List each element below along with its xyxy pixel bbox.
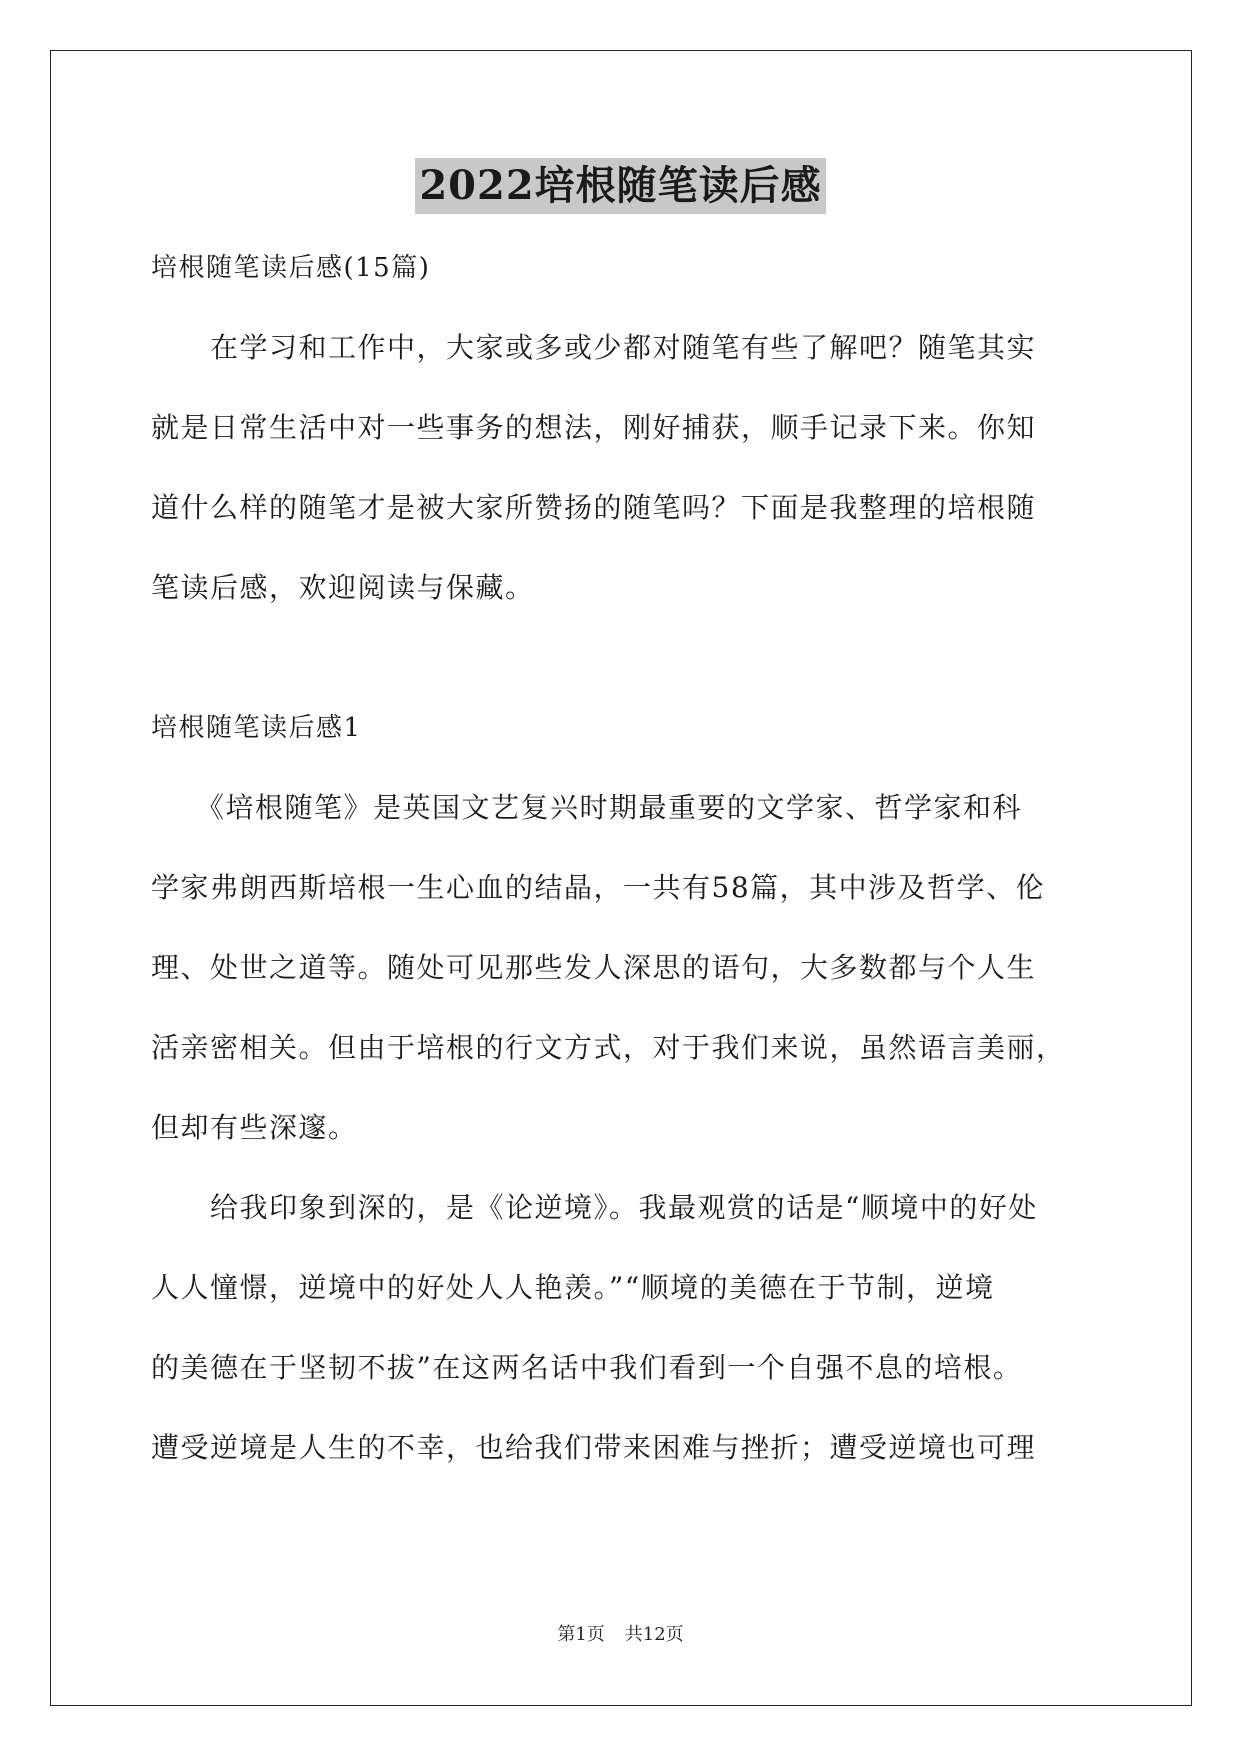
text-line: 就是日常生活中对一些事务的想法，刚好捕获，顺手记录下来。你知 — [151, 411, 1037, 444]
text-line: 给我印象到深的，是《论逆境》。我最观赏的话是“顺境中的好处 — [151, 1191, 1038, 1224]
paragraph-1 — [151, 768, 1093, 1168]
section-gap — [151, 628, 1093, 688]
subtitle: 培根随笔读后感(15篇) — [151, 253, 431, 283]
text-line: 道什么样的随笔才是被大家所赞扬的随笔吗？下面是我整理的培根随 — [151, 491, 1037, 524]
text-line: 遭受逆境是人生的不幸，也给我们带来困难与挫折；遭受逆境也可理 — [151, 1431, 1037, 1464]
text-line: 学家弗朗西斯培根一生心血的结晶，一共有58篇，其中涉及哲学、伦 — [151, 871, 1046, 904]
page-total: 共12页 — [624, 1624, 684, 1645]
section-heading: 培根随笔读后感1 — [151, 713, 362, 743]
paragraph-2 — [151, 1168, 1093, 1488]
text-line: 笔读后感，欢迎阅读与保藏。 — [151, 571, 535, 604]
document-title: 2022培根随笔读后感 — [415, 158, 825, 214]
intro-paragraph — [151, 308, 1093, 628]
text-line: 人人憧憬，逆境中的好处人人艳羡。”“顺境的美德在于节制，逆境 — [151, 1271, 995, 1304]
text-line: 但却有些深邃。 — [151, 1111, 358, 1144]
text-line: 《培根随笔》是英国文艺复兴时期最重要的文学家、哲学家和科 — [151, 791, 1023, 824]
text-line: 活亲密相关。但由于培根的行文方式，对于我们来说，虽然语言美丽， — [151, 1031, 1066, 1064]
page-number: 第1页 — [557, 1624, 605, 1645]
title-container — [0, 158, 1241, 214]
document-body — [151, 228, 1093, 1488]
text-line: 理、处世之道等。随处可见那些发人深思的语句，大多数都与个人生 — [151, 951, 1037, 984]
page-footer — [0, 1620, 1241, 1646]
text-line: 在学习和工作中，大家或多或少都对随笔有些了解吧？随笔其实 — [151, 331, 1037, 364]
text-line: 的美德在于坚韧不拔”在这两名话中我们看到一个自强不息的培根。 — [151, 1351, 1023, 1384]
